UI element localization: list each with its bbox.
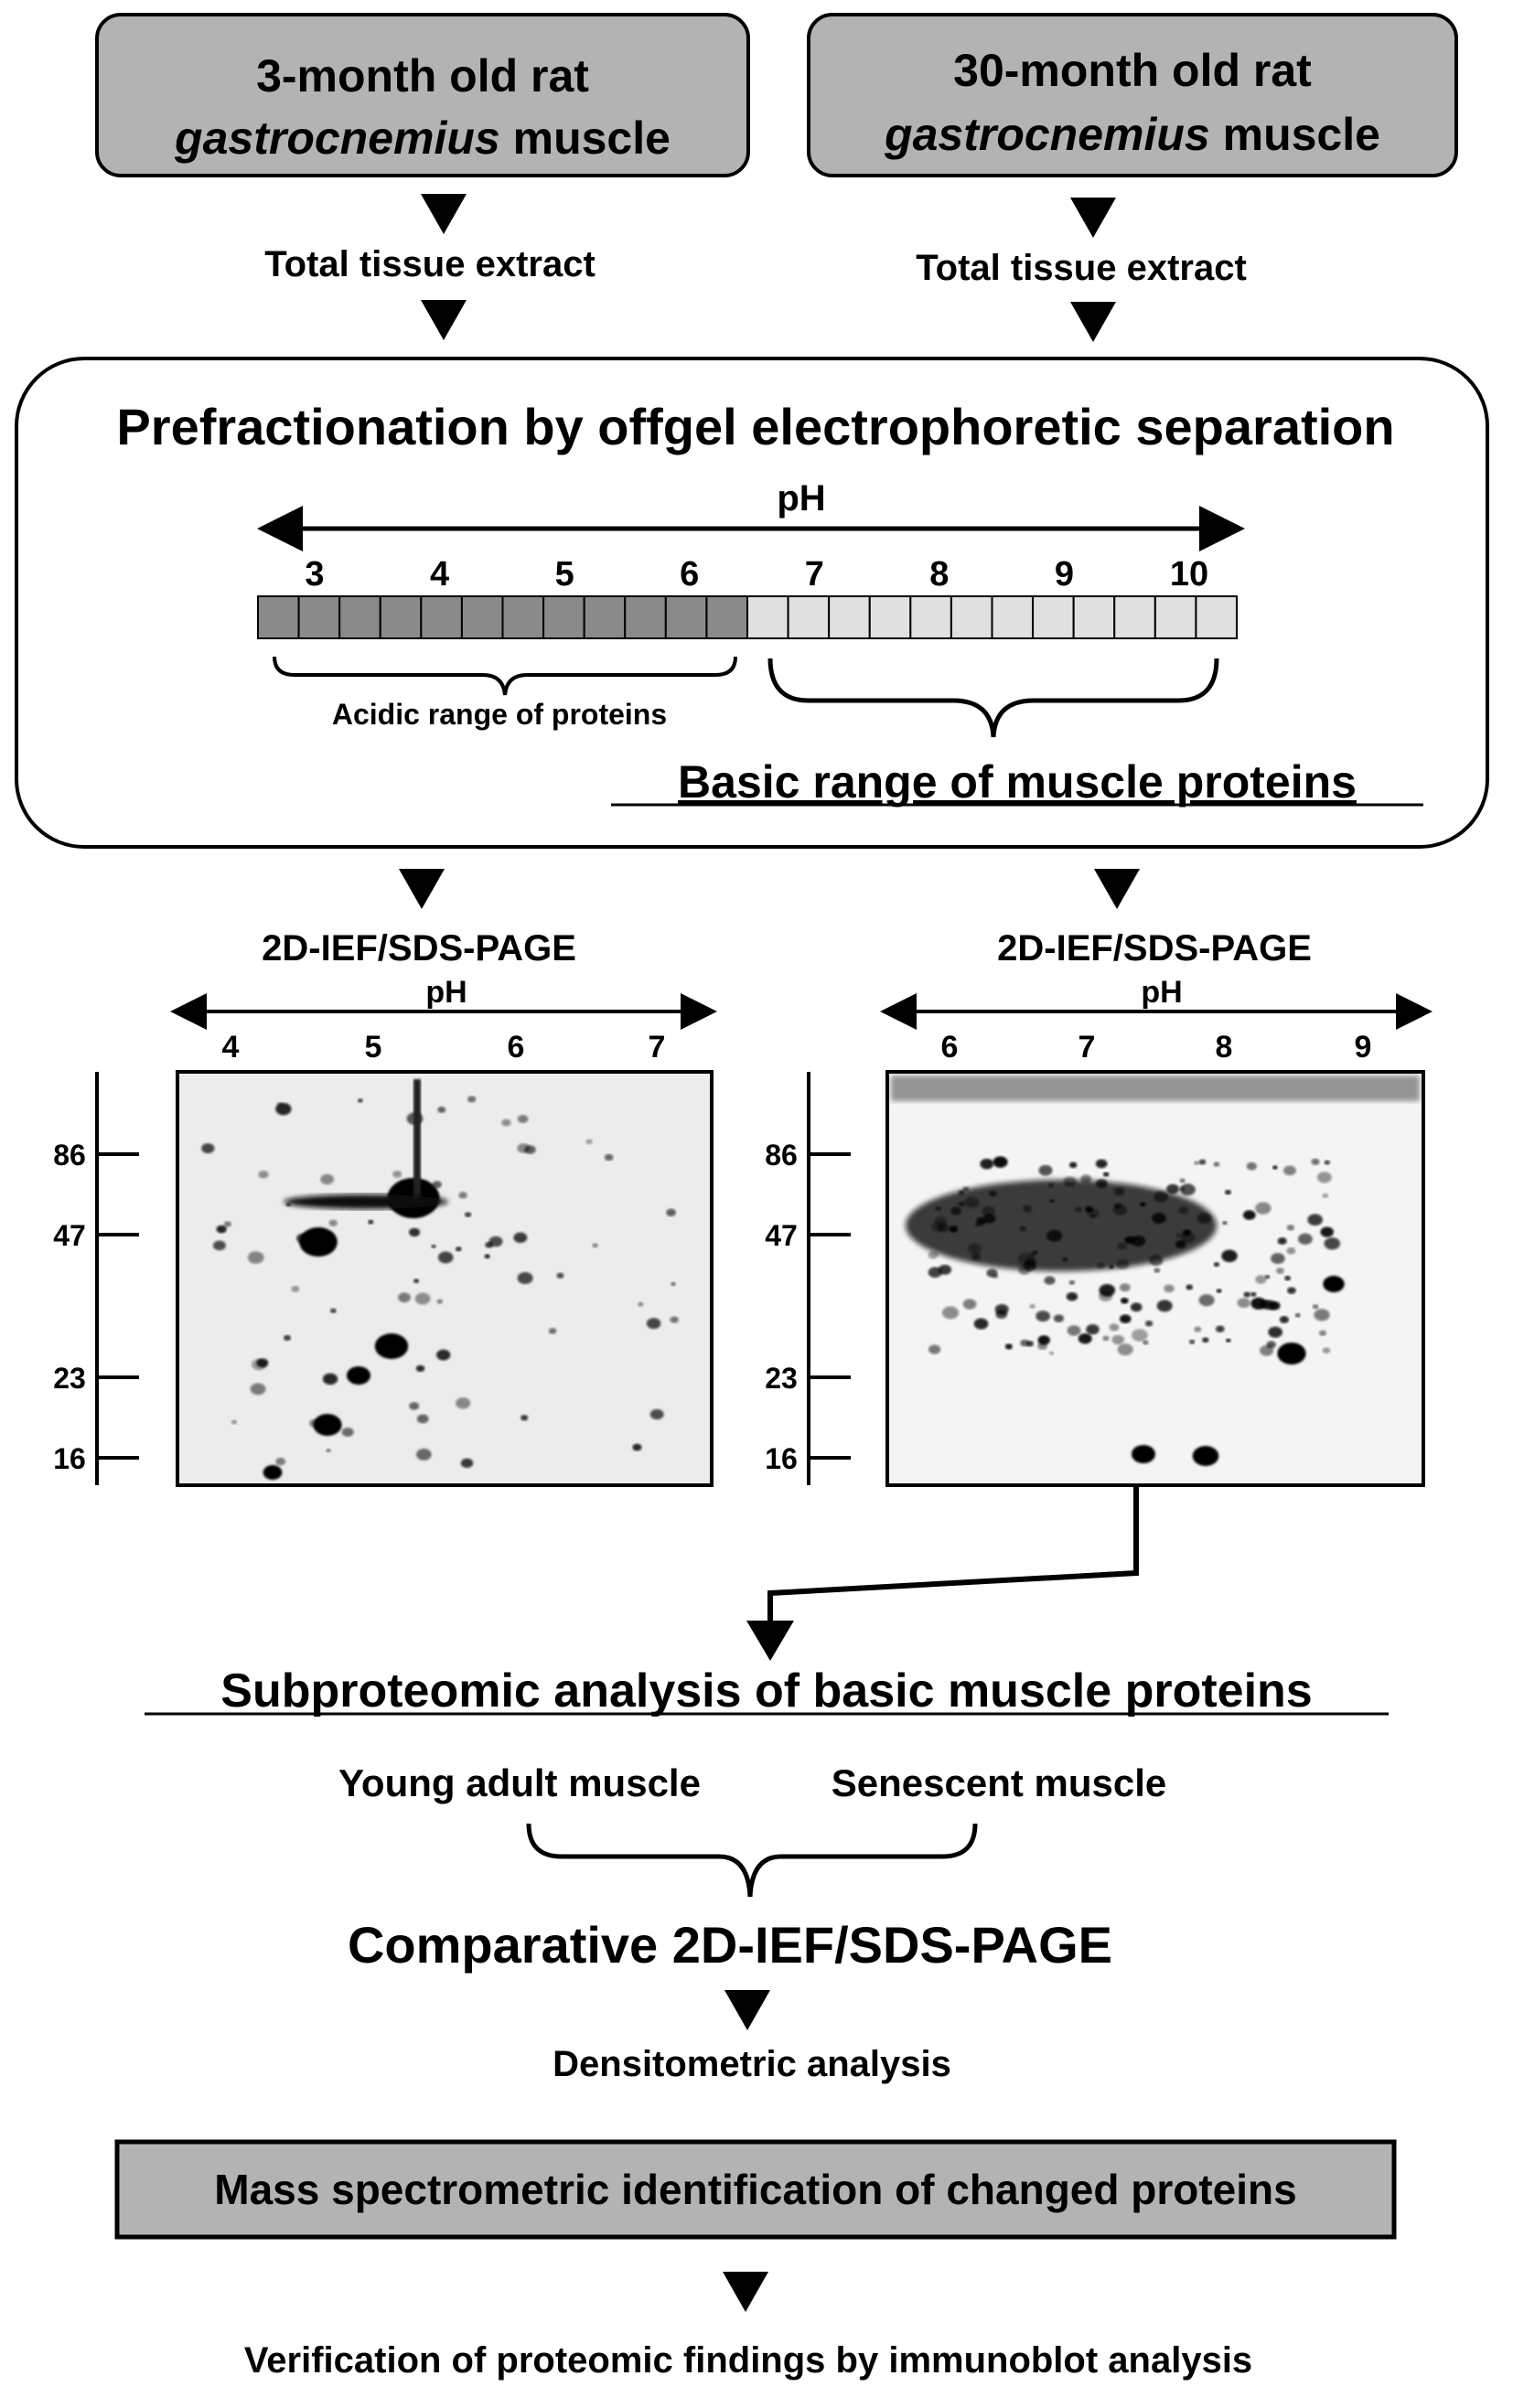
gel-spot (638, 1302, 643, 1307)
gel-spot (231, 1420, 237, 1425)
gel-spot (1255, 1275, 1266, 1283)
gel-spot (458, 1192, 467, 1198)
gel-spot (1287, 1287, 1296, 1294)
gel-spot (1247, 1162, 1257, 1171)
gel-spot (1255, 1202, 1271, 1214)
mw-tick-47: 47 (53, 1219, 86, 1252)
strip-cell (258, 596, 299, 638)
ph-tick-7: 7 (804, 555, 824, 594)
gel-spot (299, 1227, 338, 1257)
gel-spot (1319, 1330, 1326, 1335)
gel-spot (1019, 1226, 1026, 1232)
strip-cell (993, 596, 1034, 638)
strip-cell (339, 596, 381, 638)
gel-spot (670, 1316, 679, 1322)
gel-spot (671, 1282, 676, 1286)
mw-tick-86: 86 (765, 1139, 798, 1172)
gel-streak (413, 1079, 421, 1198)
gel-spot (1322, 1193, 1328, 1198)
gel-spot (993, 1274, 999, 1279)
gel-spot (1199, 1294, 1215, 1306)
gel-spot (1114, 1203, 1121, 1208)
gel-spot (1099, 1290, 1112, 1301)
gel-spot (1062, 1258, 1068, 1262)
gel-spot (437, 1107, 445, 1113)
gel-spot (936, 1206, 942, 1211)
gel-spot (342, 1428, 354, 1437)
gel-spot (461, 1459, 473, 1468)
gel-spot (963, 1299, 977, 1309)
gel-spot (605, 1154, 614, 1161)
gel-spot (549, 1328, 557, 1334)
gel-spot (1096, 1179, 1108, 1188)
gel-spot (1023, 1205, 1032, 1213)
gel-spot (1157, 1300, 1173, 1311)
strip-cell (666, 596, 707, 638)
gel-spot (968, 1243, 982, 1254)
mw-tick-16: 16 (53, 1442, 86, 1475)
gel-spot (416, 1449, 432, 1461)
gel-spot (1272, 1165, 1278, 1169)
sample-young-line2: gastrocnemius muscle (175, 112, 671, 164)
gel-spot (358, 1098, 363, 1103)
gel-spot (1243, 1292, 1250, 1298)
gel-spot (517, 1143, 530, 1153)
gel-spot (438, 1252, 454, 1264)
gel-spot (1005, 1343, 1013, 1349)
gel-spot (417, 1414, 429, 1423)
gel-spot (1194, 1161, 1198, 1165)
gel-image-old (887, 1072, 1423, 1485)
ph-tick-10: 10 (1169, 555, 1209, 594)
gel-spot (329, 1220, 338, 1226)
gel-spot (928, 1344, 940, 1354)
gel-spot (1267, 1341, 1276, 1348)
gel-spot (942, 1306, 959, 1319)
gel-spot (1037, 1343, 1047, 1350)
gel-spot (1120, 1314, 1132, 1323)
gel-spot (413, 1279, 419, 1283)
gel-spot (556, 1273, 563, 1279)
strip-cell (829, 596, 870, 638)
gel-spot (224, 1221, 231, 1226)
gel-spot (1124, 1236, 1134, 1245)
gel-spot (1278, 1237, 1287, 1245)
gel-spot (248, 1251, 264, 1264)
gel-spot (632, 1444, 641, 1451)
strip-cell (1155, 596, 1196, 638)
gel-spot (965, 1197, 980, 1208)
gel-spot (1080, 1174, 1091, 1183)
gel-spot (1199, 1160, 1207, 1165)
gel-spot (1186, 1285, 1193, 1290)
strip-cell (462, 596, 503, 638)
gel-spot (585, 1139, 592, 1144)
sample-old-line1: 30-month old rat (953, 45, 1312, 96)
gel-spot (959, 1190, 964, 1194)
subproteomic-title: Subproteomic analysis of basic muscle proteins (220, 1664, 1313, 1718)
gel-spot (980, 1159, 993, 1169)
gel-spot (982, 1206, 994, 1216)
gel-spot (1271, 1253, 1285, 1264)
gel-spot (1250, 1292, 1256, 1297)
arrow-down-icon (724, 1990, 770, 2030)
gel-spot (488, 1236, 502, 1247)
gel-spot (1018, 1253, 1035, 1266)
gel-spot (959, 1202, 965, 1207)
gel-spot (995, 1304, 1009, 1315)
sample-box-young (97, 15, 748, 176)
gel-spot (1152, 1213, 1166, 1224)
gel-title-old: 2D-IEF/SDS-PAGE (997, 928, 1312, 969)
gel-spot (201, 1143, 214, 1153)
gel-spot (284, 1335, 291, 1341)
prefractionation-panel (16, 359, 1487, 847)
gel-ph-tick-5: 5 (364, 1030, 382, 1065)
gel-ph-label-young: pH (425, 975, 467, 1010)
arrow-down-icon (1094, 869, 1140, 909)
gel-spot (1078, 1333, 1092, 1344)
gel-spot (330, 1309, 337, 1313)
gel-spot (1216, 1325, 1225, 1332)
gel-spot (1097, 1263, 1104, 1268)
gel-spot (971, 1253, 982, 1260)
gel-spot (518, 1115, 529, 1123)
strip-cell (543, 596, 585, 638)
gel-spot (465, 1212, 471, 1217)
strip-cell (747, 596, 789, 638)
sample-young-line1: 3-month old rat (256, 50, 589, 102)
strip-cell (585, 596, 626, 638)
gel-spot (666, 1209, 676, 1216)
gel-spot (993, 1156, 1007, 1167)
gel-spot (258, 1171, 268, 1179)
gel-spot (1131, 1302, 1143, 1311)
gel-spot (1067, 1292, 1078, 1301)
gel-spot (1217, 1289, 1222, 1293)
gel-spot (989, 1191, 997, 1197)
gel-spot (1283, 1166, 1296, 1176)
gel-spot (1324, 1237, 1340, 1250)
ph-tick-9: 9 (1054, 555, 1074, 594)
gel-spot (1286, 1247, 1295, 1255)
arrow-down-icon (1070, 302, 1116, 342)
verification-label: Verification of proteomic findings by immunoblot analysis (243, 2340, 1253, 2381)
gel-spot (456, 1397, 470, 1408)
gel-spot (1132, 1329, 1148, 1342)
gel-spot (1276, 1268, 1284, 1274)
strip-cell (381, 596, 422, 638)
arrow-down-icon (421, 300, 467, 340)
gel-ph-tick-6: 6 (507, 1030, 525, 1065)
arrow-down-icon (399, 869, 445, 909)
gel-panel-young (53, 928, 714, 1485)
gel-spot (1049, 1199, 1054, 1203)
gel-spot (931, 1222, 944, 1232)
strip-cell (1196, 596, 1237, 638)
strip-cell (951, 596, 993, 638)
gel-spot (1226, 1338, 1231, 1342)
gel-ph-tick-4: 4 (221, 1030, 240, 1065)
gel-title-young: 2D-IEF/SDS-PAGE (262, 928, 576, 969)
gel-spot (1029, 1304, 1035, 1309)
gel-spot (398, 1292, 411, 1302)
gel-spot (1197, 1213, 1212, 1224)
strip-cell (1114, 596, 1155, 638)
gel-spot (1120, 1283, 1131, 1291)
gel-spot (1221, 1250, 1238, 1263)
gel-spot (1116, 1259, 1129, 1269)
gel-spot (1046, 1230, 1062, 1242)
gel-ph-ticks-young (222, 1030, 666, 1065)
arrow-down-icon (421, 194, 467, 234)
gel-spot (1222, 1221, 1228, 1225)
gel-spot (1311, 1159, 1319, 1165)
gel-spot (1102, 1335, 1109, 1341)
gel-spot (650, 1409, 664, 1419)
gel-streak (284, 1194, 448, 1209)
ph-tick-4: 4 (430, 555, 450, 594)
gel-spot (1280, 1316, 1289, 1323)
gel-spot (1277, 1343, 1305, 1365)
gel-smear (906, 1180, 1217, 1271)
arrow-down-icon (746, 1621, 794, 1661)
gel-spot (415, 1292, 431, 1304)
gel-spot (1284, 1276, 1291, 1280)
gel-spot (1096, 1160, 1108, 1169)
gel-spot (1069, 1280, 1075, 1285)
strip-cell (706, 596, 747, 638)
gel-spot (1295, 1313, 1301, 1318)
gel-smear (891, 1076, 1420, 1101)
ph-tick-3: 3 (305, 555, 325, 594)
gel-spot (1145, 1321, 1153, 1327)
strip-cell (789, 596, 830, 638)
comparison-brace (529, 1824, 975, 1897)
gel-spot (375, 1333, 408, 1359)
gel-ph-tick-7: 7 (1078, 1030, 1096, 1065)
gel-spot (1140, 1202, 1146, 1206)
basic-range-label: Basic range of muscle proteins (678, 756, 1357, 808)
gel-spot (1143, 1341, 1148, 1345)
gel-spot (1048, 1183, 1055, 1187)
gel-spot (1064, 1177, 1077, 1187)
gel-spot (520, 1415, 528, 1420)
gel-spot (1020, 1340, 1029, 1347)
gel-spot (1154, 1268, 1160, 1272)
gel-spot (974, 1318, 989, 1329)
mw-tick-47: 47 (765, 1219, 798, 1252)
gel-spot (409, 1402, 419, 1410)
gel-ph-tick-6: 6 (940, 1030, 959, 1065)
extract-label-young: Total tissue extract (264, 244, 596, 284)
offgel-strip (258, 596, 1237, 638)
gel-spot (1114, 1187, 1124, 1195)
gel-spot (1049, 1352, 1054, 1355)
gel-spot (409, 1228, 420, 1236)
gel-ph-ticks-old (941, 1030, 1372, 1065)
gel-spot (323, 1374, 338, 1386)
connector-line (770, 1487, 1136, 1628)
gel-spot (1325, 1161, 1330, 1165)
gel-image-young (177, 1072, 712, 1485)
ph-tick-6: 6 (680, 555, 700, 594)
gel-spot (1178, 1206, 1188, 1214)
gel-spot (436, 1299, 443, 1303)
gel-spot (928, 1267, 942, 1278)
gel-spot (1194, 1326, 1201, 1332)
sample-old-line2: gastrocnemius muscle (885, 109, 1380, 160)
gel-spot (1069, 1162, 1078, 1169)
gel-panel-old (765, 928, 1429, 1485)
acidic-range-label: Acidic range of proteins (331, 698, 668, 731)
gel-spot (1265, 1275, 1271, 1279)
gel-spot (1121, 1298, 1129, 1304)
gel-spot (1323, 1347, 1331, 1354)
gel-spot (501, 1119, 510, 1127)
gel-spot (1202, 1337, 1209, 1343)
mw-tick-16: 16 (765, 1442, 798, 1475)
prefractionation-title: Prefractionation by offgel electrophoretic separation (116, 398, 1395, 455)
gel-spot (436, 1350, 450, 1361)
gel-ph-tick-9: 9 (1354, 1030, 1372, 1065)
gel-ph-tick-8: 8 (1215, 1030, 1233, 1065)
gel-spot (1166, 1184, 1179, 1194)
gel-spot (1268, 1327, 1282, 1338)
gel-spot (1054, 1314, 1064, 1322)
gel-spot (950, 1225, 959, 1232)
gel-spot (456, 1247, 462, 1251)
gel-spot (1088, 1209, 1100, 1218)
gel-spot (251, 1383, 266, 1395)
gel-ph-label-old: pH (1141, 975, 1183, 1010)
gel-spot (1103, 1172, 1110, 1177)
gel-spot (347, 1366, 370, 1385)
gel-spot (1179, 1178, 1185, 1183)
ph-axis-label: pH (777, 478, 826, 519)
gel-spot (647, 1318, 660, 1329)
gel-spot (277, 1102, 283, 1107)
gel-spot (320, 1174, 334, 1184)
gel-spot (213, 1240, 226, 1250)
gel-spot (1189, 1340, 1195, 1344)
senescent-muscle-label: Senescent muscle (831, 1761, 1167, 1804)
gel-spot (1243, 1210, 1256, 1220)
strip-cell (421, 596, 462, 638)
gel-spot (1035, 1311, 1050, 1322)
gel-spot (431, 1245, 435, 1248)
gel-spot (1214, 1161, 1220, 1166)
densitometric-label: Densitometric analysis (553, 2044, 951, 2084)
gel-spot (1298, 1234, 1313, 1245)
strip-cell (299, 596, 340, 638)
gel-spot (1109, 1265, 1113, 1268)
mw-tick-23: 23 (765, 1362, 798, 1395)
gel-spot (518, 1272, 533, 1284)
gel-spot (1287, 1225, 1294, 1230)
gel-spot (368, 1220, 373, 1225)
gel-spot (1180, 1187, 1186, 1191)
gel-spot (1250, 1298, 1266, 1310)
mass-spec-label: Mass spectrometric identification of changed proteins (214, 2166, 1297, 2213)
mw-tick-23: 23 (53, 1362, 86, 1395)
ph-tick-8: 8 (929, 555, 950, 594)
gel-spot (256, 1358, 268, 1367)
gel-spot (1086, 1324, 1100, 1334)
gel-spot (1068, 1325, 1081, 1335)
gel-spot (416, 1365, 425, 1372)
gel-spot (1164, 1284, 1175, 1292)
gel-spot (1323, 1276, 1344, 1292)
gel-spot (1317, 1172, 1332, 1183)
gel-spot (1038, 1165, 1052, 1176)
gel-spot (592, 1243, 597, 1247)
strip-cell (870, 596, 911, 638)
gel-spot (1149, 1255, 1163, 1266)
gel-spot (928, 1251, 938, 1259)
gel-spot (1132, 1445, 1155, 1463)
gel-spot (1074, 1206, 1081, 1212)
gel-spot (1181, 1232, 1196, 1243)
gel-spot (1175, 1233, 1181, 1237)
gel-spot (291, 1286, 299, 1292)
gel-spot (313, 1414, 341, 1436)
gel-spot (962, 1186, 969, 1191)
strip-cell (503, 596, 544, 638)
gel-spot (950, 1206, 961, 1215)
gel-spot (1307, 1214, 1323, 1225)
gel-spot (1314, 1309, 1329, 1321)
gel-spot (1320, 1227, 1334, 1237)
gel-spot (1193, 1446, 1219, 1466)
gel-spot (1111, 1335, 1124, 1345)
gel-spot (1118, 1343, 1133, 1355)
gel-spot (1044, 1276, 1055, 1284)
gel-ph-tick-7: 7 (648, 1030, 666, 1065)
arrow-down-icon (723, 2272, 768, 2312)
gel-spot (1238, 1298, 1250, 1308)
gel-spot (1313, 1304, 1318, 1309)
young-muscle-label: Young adult muscle (338, 1761, 701, 1804)
gel-spot (263, 1465, 283, 1480)
gel-spot (275, 1458, 285, 1465)
gel-spot (513, 1233, 527, 1244)
arrow-down-icon (1070, 198, 1116, 238)
strip-cell (1033, 596, 1074, 638)
strip-cell (910, 596, 951, 638)
extract-label-old: Total tissue extract (916, 248, 1247, 288)
gel-spot (392, 1171, 402, 1178)
strip-cell (625, 596, 666, 638)
mw-tick-86: 86 (53, 1139, 86, 1172)
strip-cell (1074, 596, 1115, 638)
gel-spot (1214, 1262, 1219, 1267)
gel-spot (467, 1096, 476, 1102)
gel-spot (217, 1225, 227, 1234)
gel-spot (1109, 1323, 1119, 1331)
gel-spot (326, 1449, 330, 1452)
gel-spot (484, 1254, 489, 1258)
comparative-label: Comparative 2D-IEF/SDS-PAGE (347, 1916, 1113, 1974)
gel-spot (1154, 1191, 1168, 1202)
gel-spot (1117, 1243, 1126, 1250)
sample-box-old (809, 15, 1456, 176)
gel-spot (1225, 1190, 1231, 1194)
ph-tick-5: 5 (554, 555, 574, 594)
